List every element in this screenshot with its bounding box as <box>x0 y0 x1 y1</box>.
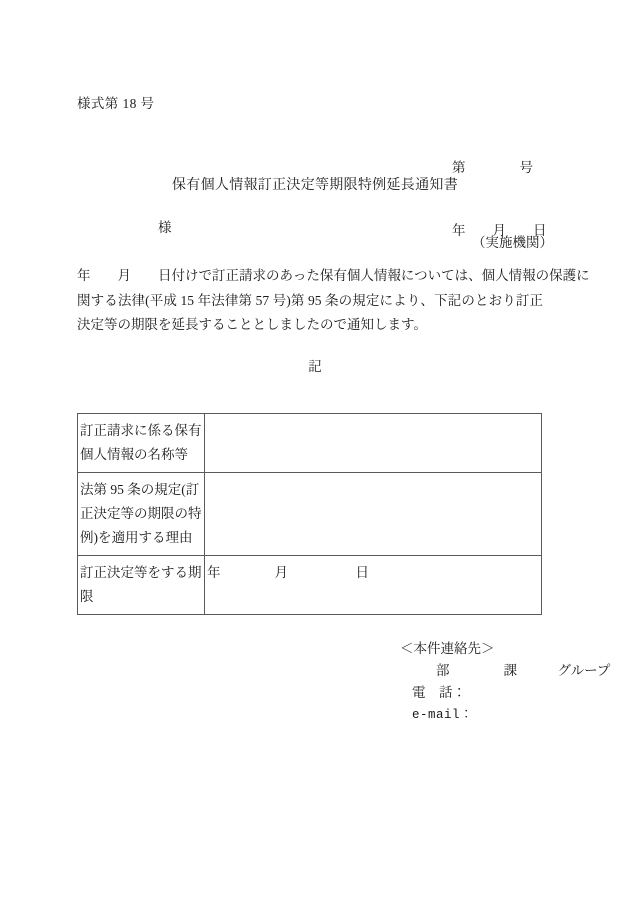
section-marker: 記 <box>308 359 322 374</box>
body-line-2: 関する法律(平成 15 年法律第 57 号)第 95 条の規定により、下記のとおり訂正決定等の期限 <box>77 292 543 332</box>
table-row-label: 訂正請求に係る保有個人情報の名称等 <box>78 414 205 473</box>
table-row <box>78 556 542 615</box>
table-row-label: 訂正決定等をする期限 <box>78 556 205 615</box>
document-number: 第 号 <box>452 160 533 175</box>
table-row-value[interactable] <box>205 473 542 556</box>
recipient-honorific: 様 <box>158 220 172 235</box>
body-line-1: 年 月 日付けで訂正請求のあった保有個人情報については、個人情報の保護に <box>77 268 590 283</box>
body-line-3: を延長することとしましたので通知します。 <box>158 317 427 332</box>
contact-block <box>400 638 610 726</box>
table-row-value[interactable] <box>205 414 542 473</box>
document-meta <box>452 115 547 283</box>
page-title: 保有個人情報訂正決定等期限特例延長通知書 <box>172 178 458 193</box>
document-date: 年 月 日 <box>452 223 547 238</box>
details-table <box>77 413 542 615</box>
contact-heading: ＜本件連絡先＞ <box>400 641 495 656</box>
table-row-label: 法第 95 条の規定(訂正決定等の期限の特例)を適用する理由 <box>78 473 205 556</box>
table-row <box>78 473 542 556</box>
form-number: 様式第 18 号 <box>77 96 155 111</box>
table-row <box>78 414 542 473</box>
contact-phone: 電 話： <box>412 685 466 700</box>
body-paragraph <box>77 264 590 338</box>
contact-email: e-mail： <box>412 708 474 722</box>
contact-department: 部 課 グループ <box>436 663 611 678</box>
issuer-label: （実施機関） <box>472 235 553 250</box>
table-row-value[interactable]: 年 月 日 <box>205 556 542 615</box>
